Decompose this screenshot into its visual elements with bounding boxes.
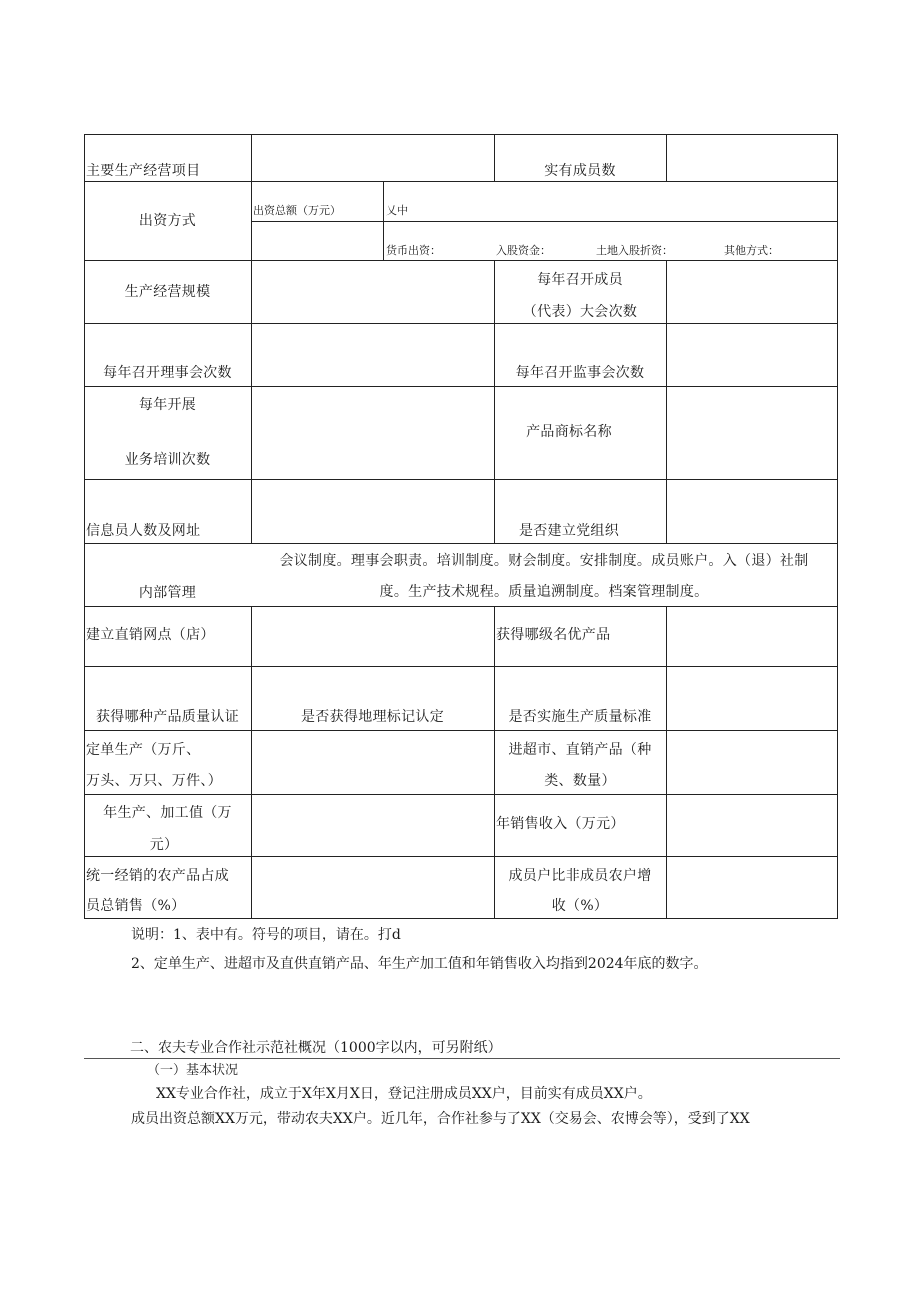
table-border	[84, 386, 838, 387]
label-other-method: 其他方式：	[724, 244, 779, 257]
label-annual-value-2: 元）	[149, 837, 179, 853]
table-border	[84, 730, 838, 731]
label-member-meetings-1: 每年召开成员	[537, 272, 623, 288]
section-heading: 二、农夫专业合作社示范社概况（1000字以内，可另附纸）	[130, 1040, 502, 1056]
body-paragraph-1: XX专业合作社，成立于X年X月X日，登记注册成员XX户，目前实有成员XX户。	[156, 1086, 652, 1102]
label-order-production-2: 万头、万只、万件、）	[86, 773, 222, 789]
label-main-project: 主要生产经营项目	[86, 163, 201, 179]
label-quality-cert: 获得哪种产品质量认证	[96, 709, 239, 725]
body-paragraph-2: 成员出资总额XX万元，带动农夫XX户。近几年，合作社参与了XX（交易会、农博会等），受到了XX	[131, 1111, 750, 1127]
note-line-2: 2、定单生产、进超市及直供直销产品、年生产加工值和年销售收入均指到2024年底的数字。	[131, 956, 708, 972]
table-border	[666, 606, 667, 919]
label-of-which: 乂中	[386, 204, 408, 217]
label-internal-mgmt: 内部管理	[138, 585, 197, 601]
label-funding-method: 出资方式	[138, 213, 197, 229]
table-border	[84, 856, 838, 857]
table-border	[84, 181, 838, 182]
label-info-staff: 信息员人数及网址	[86, 523, 201, 539]
label-income-growth-2: 收（%）	[551, 898, 609, 914]
label-trademark: 产品商标名称	[526, 424, 612, 440]
table-border	[84, 134, 838, 135]
label-direct-outlets: 建立直销网点（店）	[86, 627, 215, 643]
table-border	[84, 666, 838, 667]
label-training-2: 业务培训次数	[124, 452, 211, 468]
section-heading-underline	[84, 1058, 840, 1059]
label-geo-mark: 是否获得地理标记认定	[301, 709, 444, 725]
table-border	[84, 323, 838, 324]
label-land-share: 土地入股折资：	[596, 244, 673, 257]
label-supermarket-2: 类、数量）	[544, 773, 616, 789]
label-annual-sales: 年销售收入（万元）	[496, 816, 625, 832]
label-share-capital: 入股资金：	[496, 244, 551, 257]
label-supervisor-meetings: 每年召开监事会次数	[515, 365, 645, 381]
table-border	[666, 260, 667, 543]
table-border	[84, 606, 838, 607]
label-income-growth-1: 成员户比非成员农户增	[508, 868, 652, 884]
label-cash-funding: 货币出资：	[386, 244, 441, 257]
internal-mgmt-systems-line1: 会议制度。理事会职责。培训制度。财会制度。安排制度。成员账户。入（退）社制	[279, 553, 809, 569]
label-unified-sales-2: 员总销售（%）	[86, 898, 186, 914]
label-council-meetings: 每年召开理事会次数	[103, 365, 232, 381]
label-order-production-1: 定单生产（万斤、	[86, 742, 201, 758]
table-border	[666, 134, 667, 182]
label-famous-products: 获得哪级名优产品	[496, 627, 611, 643]
label-total-funding: 出资总额（万元）	[253, 204, 341, 217]
table-border	[383, 181, 384, 261]
internal-mgmt-systems-line2: 度。生产技术规程。质量追溯制度。档案管理制度。	[379, 584, 709, 600]
label-quality-standard: 是否实施生产质量标准	[508, 709, 652, 725]
note-line-1: 说明：1、表中有。符号的项目，请在。打d	[131, 927, 401, 943]
table-border	[84, 543, 838, 544]
label-annual-value-1: 年生产、加工值（万	[103, 805, 232, 821]
table-border	[84, 918, 838, 919]
label-training-1: 每年开展	[138, 397, 197, 413]
label-party-org: 是否建立党组织	[518, 523, 620, 539]
table-border	[837, 134, 838, 919]
table-border	[84, 479, 838, 480]
table-border	[251, 221, 838, 222]
label-member-meetings-2: （代表）大会次数	[522, 304, 638, 320]
table-border	[84, 794, 838, 795]
label-unified-sales-1: 统一经销的农产品占成	[86, 868, 229, 884]
table-border	[84, 260, 838, 261]
label-production-scale: 生产经营规模	[124, 284, 211, 300]
table-border	[251, 134, 252, 543]
table-border	[84, 134, 85, 919]
label-supermarket-1: 进超市、直销产品（种	[508, 742, 652, 758]
label-member-count: 实有成员数	[544, 163, 616, 179]
subsection-heading: （一）基本状况	[147, 1063, 239, 1078]
table-border	[251, 606, 252, 919]
